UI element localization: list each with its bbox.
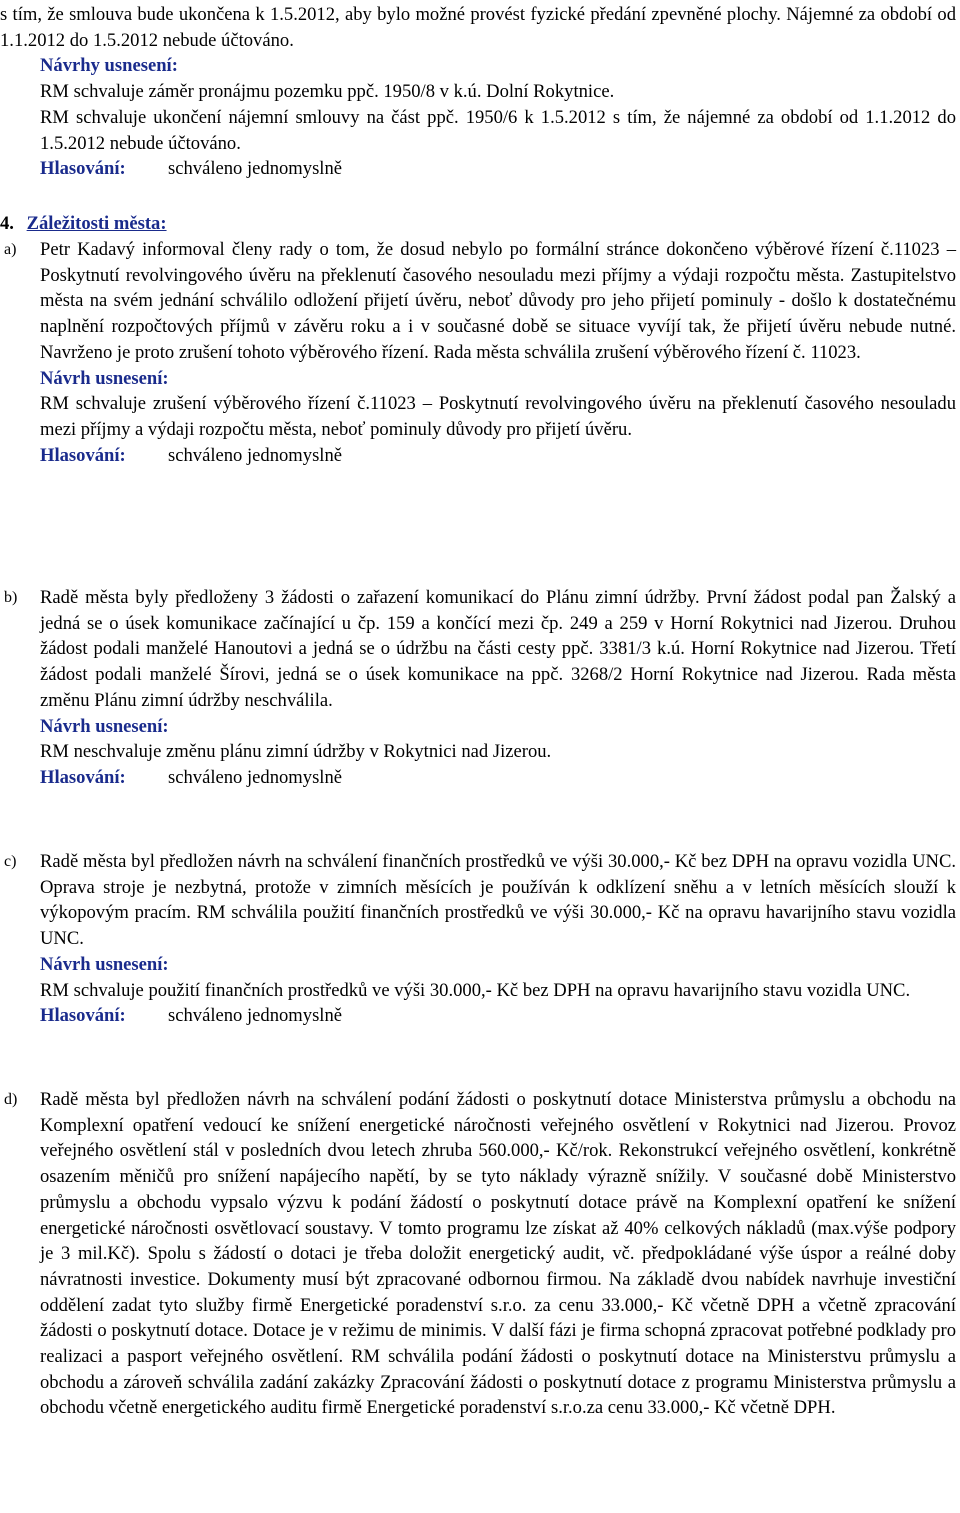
vote-line bbox=[40, 156, 956, 182]
item-b bbox=[0, 585, 956, 791]
vote-label: Hlasování: bbox=[40, 1005, 126, 1027]
vote-value: schváleno jednomyslně bbox=[168, 766, 343, 788]
item-a-marker: a) bbox=[4, 241, 17, 258]
item-d-marker: d) bbox=[4, 1091, 18, 1108]
resolution-1: RM schvaluje záměr pronájmu pozemku ppč. 1950/8 v k.ú. Dolní Rokytnice. bbox=[40, 81, 615, 103]
item-c-vote bbox=[40, 1003, 956, 1029]
resolution-2: RM schvaluje ukončení nájemní smlouvy na část ppč. 1950/6 k 1.5.2012 s tím, že nájemné za období od 1.1.2012 do 1.5.2012 nebude účtováno. bbox=[40, 106, 956, 154]
intro-paragraph: s tím, že smlouva bude ukončena k 1.5.2012, aby bylo možné provést fyzické předání zpevněné plochy. Nájemné za období od 1.1.2012 do 1.5.2012 nebude účtováno. bbox=[0, 4, 956, 51]
item-d bbox=[0, 1087, 956, 1421]
item-b-proposal-label: Návrh usnesení: bbox=[40, 715, 169, 737]
item-c-marker: c) bbox=[4, 853, 17, 870]
item-b-text: Radě města byly předloženy 3 žádosti o zařazení komunikací do Plánu zimní údržby. První žádost podal pan Žalský a jedná se o úsek komunikace začínající u čp. 159 a končící mezi čp. 249 a 259 v Horní Rokytnici nad Jizerou. Druhou žádost podali manželé Hanoutovi a jedná se o údržbu na části cesty ppč. 3381/3 k.ú. Horní Rokytnice nad Jizerou. Třetí žádost podali manželé Šírovi, jedná se o úsek komunikace na ppč. 3268/2 Horní Rokytnice nad Jizerou. Rada města změnu Plánu zimní údržby neschválila. bbox=[40, 587, 956, 711]
intro-block bbox=[0, 2, 956, 182]
section-title: Záležitosti města: bbox=[26, 213, 167, 234]
item-c-resolution: RM schvaluje použití finančních prostředků ve výši 30.000,- Kč bez DPH na opravu havarijního stavu vozidla UNC. bbox=[40, 979, 911, 1001]
item-d-text: Radě města byl předložen návrh na schválení podání žádosti o poskytnutí dotace Ministerstva průmyslu a obchodu na Komplexní opatření vedoucí ke snížení energetické náročnosti veřejného osvětlení v Rokytnici nad Jizerou. Provoz veřejného osvětlení stál v posledních dvou letech zhruba 560.000,- Kč/rok. Rekonstrukcí veřejného osvětlení, konkrétně osazením měničů pro snížení napájecího napětí, by se tyto náklady výrazně snížily. V současné době Ministerstvo průmyslu a obchodu vypsalo výzvu k podání žádostí o poskytnutí dotace právě na Komplexní opatření ke snížení energetické náročnosti osvětlovací soustavy. V tomto programu lze získat až 40% celkových nákladů (max.výše podpory je 3 mil.Kč). Spolu s žádostí o dotaci je třeba doložit energetický audit, vč. předpokládané výše úspor a reálné doby návratnosti investice. Dokumenty musí být zpracované odbornou firmou. Na základě dvou nabídek navrhuje investiční oddělení zadat tyto služby firmě Energetické poradenství s.r.o. za cenu 33.000,- Kč včetně DPH a včetně zpracování žádosti o poskytnutí dotace. Dotace je v režimu de minimis. V další fázi je firma schopná zpracovat potřebné podklady pro realizaci a pasport veřejného osvětlení. RM schválila podání žádosti o poskytnutí dotace na Ministerstvu průmyslu a obchodu a zároveň schválila zadání zakázky Zpracování žádosti o poskytnutí dotace z programu Ministerstva průmyslu a obchodu včetně energetického auditu firmě Energetické poradenství s.r.o.za cenu 33.000,- Kč včetně DPH. bbox=[40, 1089, 956, 1419]
item-b-resolution: RM neschvaluje změnu plánu zimní údržby v Rokytnici nad Jizerou. bbox=[40, 741, 552, 763]
item-a-text: Petr Kadavý informoval členy rady o tom, že dosud nebylo po formální stránce dokončeno výběrové řízení č.11023 – Poskytnutí revolvingového úvěru na překlenutí časového nesouladu mezi příjmy a výdaji rozpočtu města. Zastupitelstvo města na svém jednání schválilo odložení přijetí úvěru, neboť důvody pro jeho přijetí pominuly - došlo k dostatečnému naplnění rozpočtových příjmů v závěru roku a i v současné době se situace vyvíjí tak, že přijetí úvěru nebude nutné. Navrženo je proto zrušení tohoto výběrového řízení. Rada města schválila zrušení výběrového řízení č. 11023. bbox=[40, 239, 956, 363]
item-a-proposal-label: Návrh usnesení: bbox=[40, 367, 169, 389]
item-a-resolution: RM schvaluje zrušení výběrového řízení č.11023 – Poskytnutí revolvingového úvěru na překlenutí časového nesouladu mezi příjmy a výdaji rozpočtu města, neboť pominuly důvody pro přijetí úvěru. bbox=[40, 393, 956, 440]
vote-label: Hlasování: bbox=[40, 444, 126, 466]
vote-label: Hlasování: bbox=[40, 766, 126, 788]
vote-value: schváleno jednomyslně bbox=[168, 1005, 343, 1027]
item-c-text: Radě města byl předložen návrh na schválení finančních prostředků ve výši 30.000,- Kč bez DPH na opravu vozidla UNC. Oprava stroje je nezbytná, protože v zimních měsících je používán k odklízení sněhu a v letních měsících slouží k výkopovým pracím. RM schválila použití finančních prostředků ve výši 30.000,- Kč na opravu havarijního stavu vozidla UNC. bbox=[40, 851, 956, 950]
item-a bbox=[0, 237, 956, 468]
item-b-marker: b) bbox=[4, 589, 18, 606]
section-number: 4. bbox=[0, 213, 14, 234]
item-b-vote bbox=[40, 765, 956, 791]
item-c bbox=[0, 849, 956, 1029]
item-a-vote bbox=[40, 443, 956, 469]
section-heading bbox=[0, 211, 167, 237]
vote-value: schváleno jednomyslně bbox=[168, 158, 343, 180]
vote-value: schváleno jednomyslně bbox=[168, 444, 343, 466]
proposals-label: Návrhy usnesení: bbox=[40, 55, 178, 77]
vote-label: Hlasování: bbox=[40, 158, 126, 180]
item-c-proposal-label: Návrh usnesení: bbox=[40, 953, 169, 975]
